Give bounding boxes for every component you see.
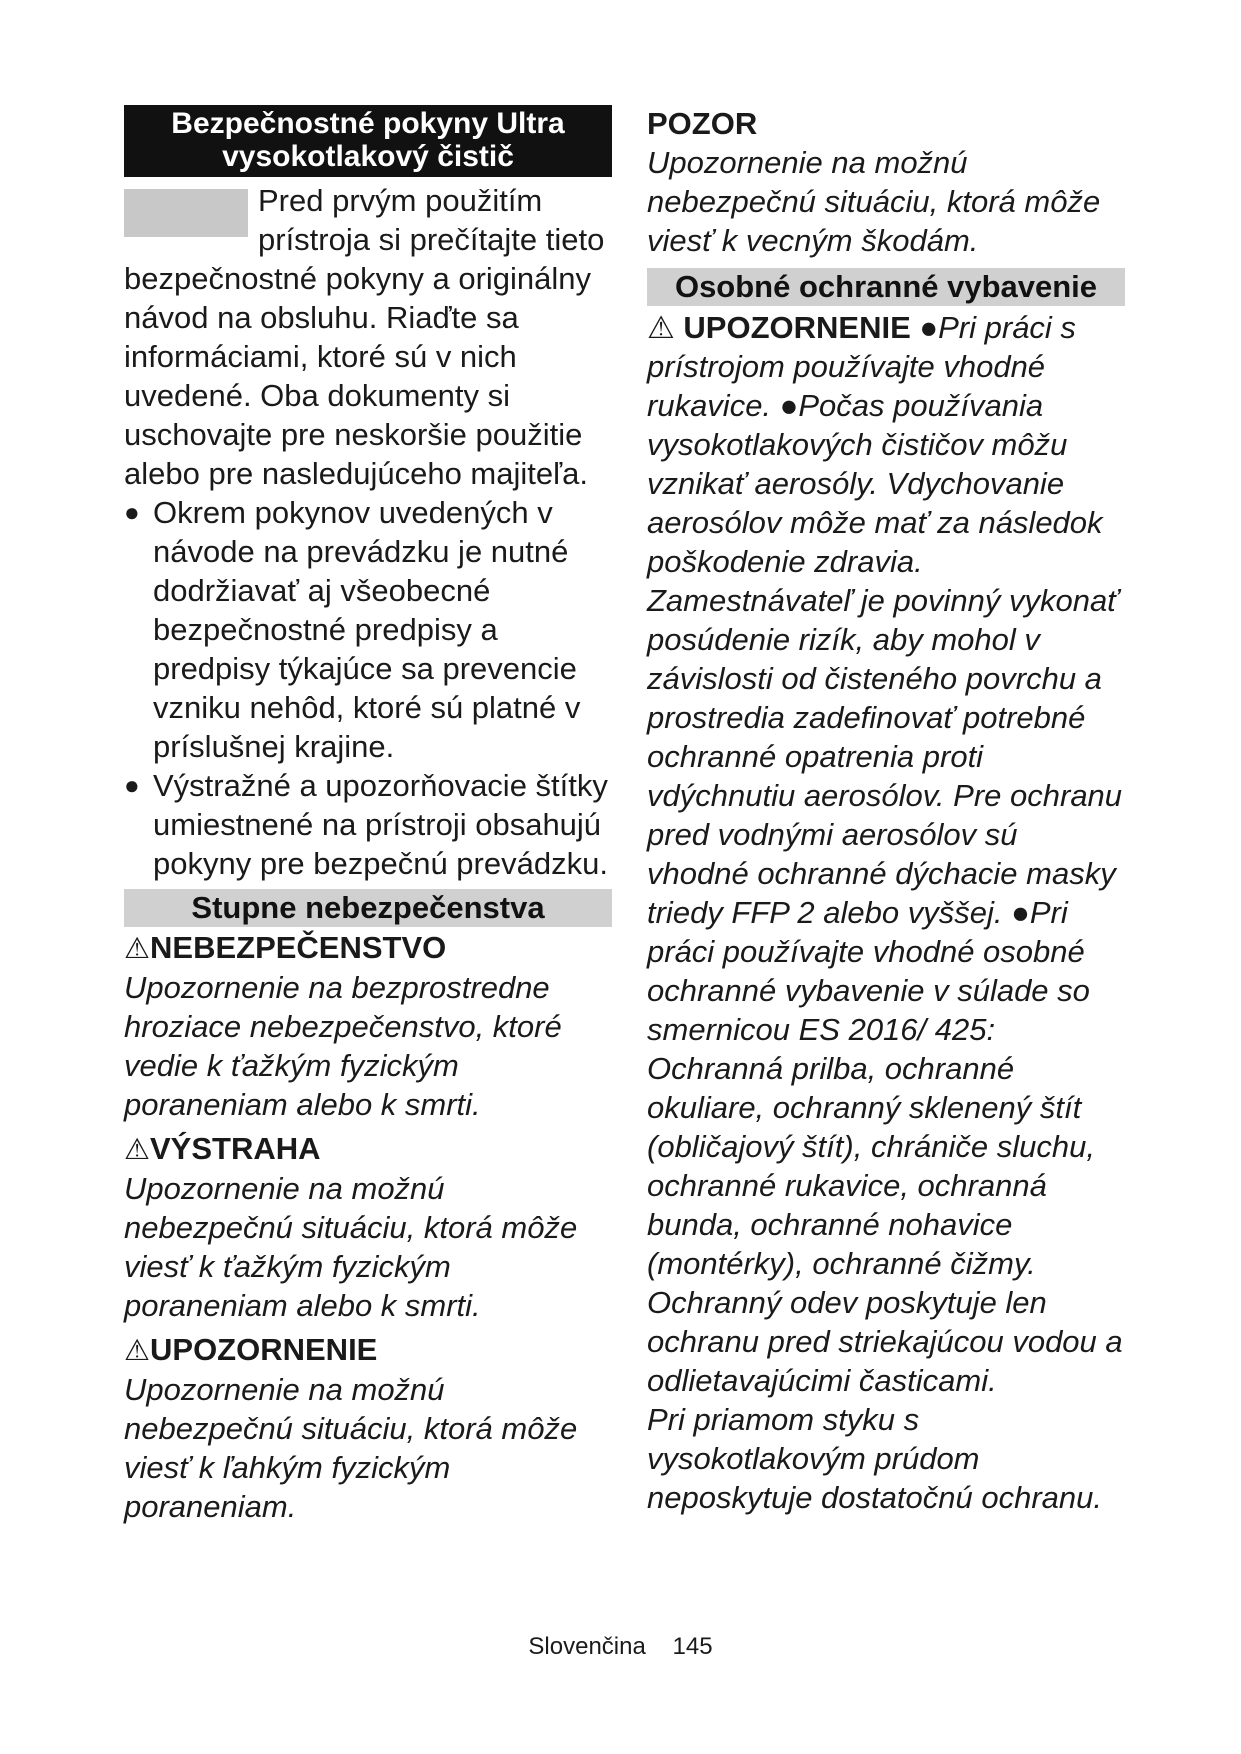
notice-text: Upozornenie na možnú nebezpečnú situáciu, ktorá môže viesť k vecným škodám. xyxy=(647,145,1101,258)
ppe-header: Osobné ochranné vybavenie xyxy=(647,268,1125,306)
bullet-icon: ● xyxy=(124,497,140,527)
page-number: 145 xyxy=(672,1633,713,1660)
danger-title-text: NEBEZPEČENSTVO xyxy=(150,930,447,965)
intro-text: Pred prvým použitím prístroja si prečítajte tieto bezpečnostné pokyny a originálny návod na obsluhu. Riaďte sa informáciami, ktoré sú v nich uvedené. Oba dokumenty si uschovajte pre neskoršie použitie alebo pre nasledujúceho majiteľa. xyxy=(124,183,605,491)
warning-triangle-icon: ⚠ xyxy=(124,933,150,965)
section-title-safety xyxy=(124,105,612,177)
page-footer xyxy=(0,1633,1241,1661)
bullet-icon: ● xyxy=(124,770,140,800)
warning-title xyxy=(124,1130,612,1169)
warning-text: Upozornenie na možnú nebezpečnú situáciu, ktorá môže viesť k ťažkým fyzickým poraneniam alebo k smrti. xyxy=(124,1171,578,1323)
warning-title-text: VÝSTRAHA xyxy=(150,1131,321,1166)
ppe-text-1-body: ●Pri práci s prístrojom používajte vhodné rukavice. ●Počas používania vysokotlakových čističov môžu vznikať aerosóly. Vdychovanie aerosólov môže mať za následok poškodenie zdravia. Zamestnávateľ je povinný vykonať posúdenie rizík, aby mohol v závislosti od čisteného povrchu a prostredia zadefinovať potrebné ochranné opatrenia proti vdýchnutiu aerosólov. Pre ochranu pred vodnými aerosólov sú vhodné ochranné dýchacie masky triedy FFP 2 alebo vyššej. ●Pri práci používajte vhodné osobné ochranné vybavenie v súlade so smernicou ES 2016/ 425: Ochranná prilba, ochranné okuliare, ochranný sklenený štít (obličajový štít), chrániče sluchu, ochranné rukavice, ochranná bunda, ochranné nohavice (montérky), ochranné čižmy. xyxy=(647,310,1123,1281)
right-column xyxy=(647,105,1125,1517)
ppe-text-3: Pri priamom styku s vysokotlakovým prúdom neposkytuje dostatočnú ochranu. xyxy=(647,1402,1102,1515)
hazard-levels-header: Stupne nebezpečenstva xyxy=(124,889,612,927)
left-column xyxy=(124,105,612,1526)
ppe-text-1 xyxy=(647,308,1125,1283)
intro-block xyxy=(124,181,612,493)
section-title-line-2: vysokotlakový čistič xyxy=(222,140,514,173)
ppe-warning-label: UPOZORNENIE xyxy=(683,310,911,345)
ppe-text-2: Ochranný odev poskytuje len ochranu pred striekajúcou vodou a odlietavajúcimi časticami. xyxy=(647,1285,1123,1398)
bullet-item xyxy=(124,493,612,766)
bullet-text: Okrem pokynov uvedených v návode na prevádzku je nutné dodržiavať aj všeobecné bezpečnostné predpisy a predpisy týkajúce sa prevencie vzniku nehôd, ktoré sú platné v príslušnej krajine. xyxy=(153,495,581,764)
caution-text: Upozornenie na možnú nebezpečnú situáciu, ktorá môže viesť k ľahkým fyzickým poraneniam. xyxy=(124,1372,578,1524)
danger-text: Upozornenie na bezprostredne hroziace nebezpečenstvo, ktoré vedie k ťažkým fyzickým poraneniam alebo k smrti. xyxy=(124,970,562,1122)
danger-title xyxy=(124,929,612,968)
bullet-text: Výstražné a upozorňovacie štítky umiestnené na prístroji obsahujú pokyny pre bezpečnú prevádzku. xyxy=(153,768,608,881)
warning-triangle-icon: ⚠ xyxy=(647,310,675,345)
gray-placeholder-box xyxy=(124,189,248,237)
warning-triangle-icon: ⚠ xyxy=(124,1335,150,1367)
notice-title: POZOR xyxy=(647,106,758,141)
footer-language: Slovenčina xyxy=(528,1633,646,1660)
bullet-item xyxy=(124,766,612,883)
caution-title-text: UPOZORNENIE xyxy=(150,1332,378,1367)
warning-triangle-icon: ⚠ xyxy=(124,1134,150,1166)
section-title-line-1: Bezpečnostné pokyny Ultra xyxy=(171,107,565,140)
caution-title xyxy=(124,1331,612,1370)
